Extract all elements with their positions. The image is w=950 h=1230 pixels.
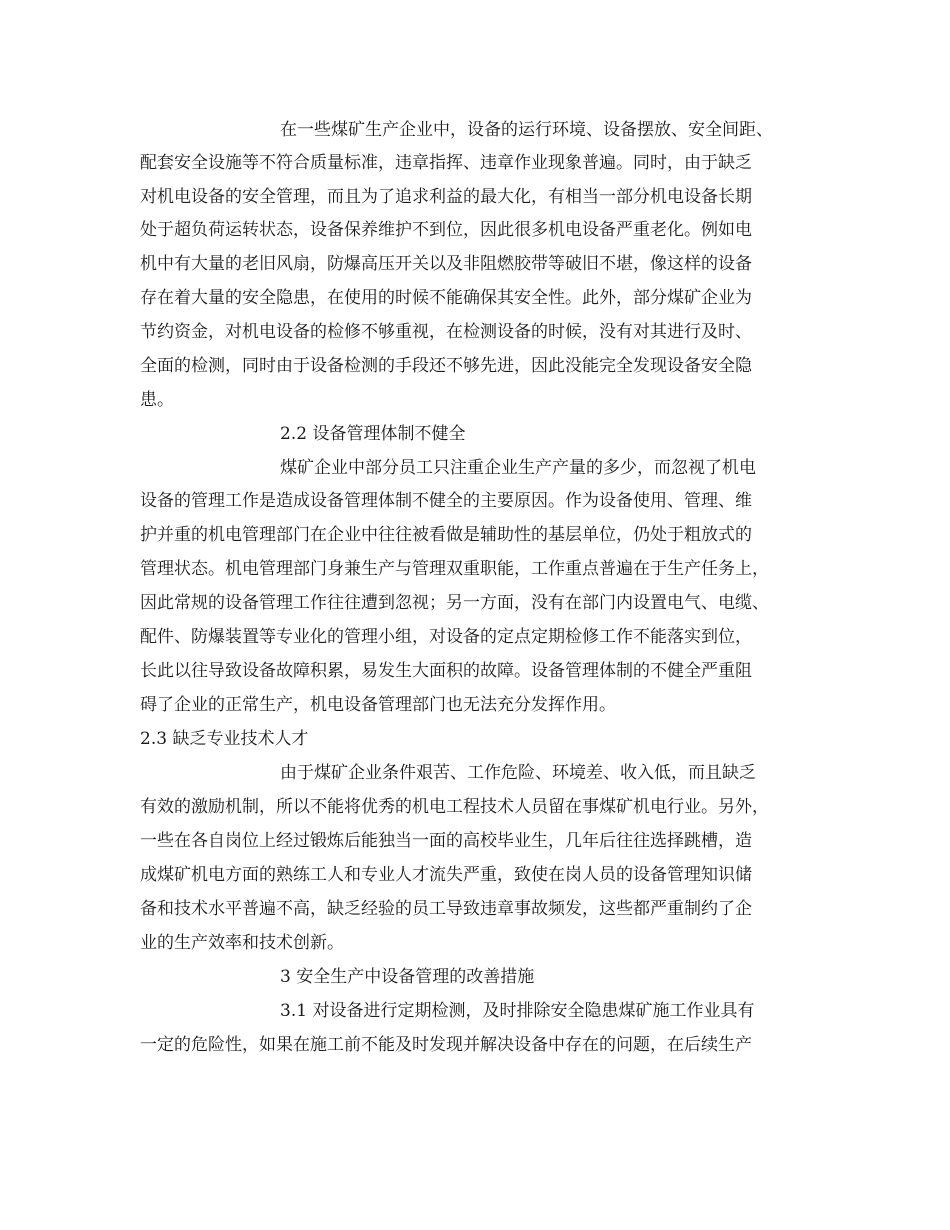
paragraph-line: 节约资金，对机电设备的检修不够重视，在检测设备的时候，没有对其进行及时、 [140, 322, 752, 342]
paragraph-line: 煤矿企业中部分员工只注重企业生产产量的多少，而忽视了机电 [280, 458, 756, 478]
paragraph-line: 一定的危险性，如果在施工前不能及时发现并解决设备中存在的问题，在后续生产 [140, 1035, 752, 1055]
paragraph-line: 因此常规的设备管理工作往往遭到忽视；另一方面，没有在部门内设置电气、电缆、 [140, 593, 769, 613]
paragraph-line: 成煤矿机电方面的熟练工人和专业人才流失严重，致使在岗人员的设备管理知识储 [140, 865, 752, 885]
paragraph-line: 存在着大量的安全隐患，在使用的时候不能确保其安全性。此外，部分煤矿企业为 [140, 288, 752, 308]
section-heading-2-3: 2.3 缺乏专业技术人才 [140, 729, 309, 749]
section-heading-3-1: 3.1 对设备进行定期检测，及时排除安全隐患煤矿施工作业具有 [280, 1001, 755, 1021]
paragraph-line: 备和技术水平普遍不高，缺乏经验的员工导致违章事故频发，这些都严重制约了企 [140, 899, 752, 919]
section-heading-3: 3 安全生产中设备管理的改善措施 [280, 967, 535, 987]
paragraph-line: 全面的检测，同时由于设备检测的手段还不够先进，因此没能完全发现设备安全隐 [140, 356, 752, 376]
paragraph-line: 一些在各自岗位上经过锻炼后能独当一面的高校毕业生，几年后往往选择跳槽，造 [140, 831, 752, 851]
section-heading-2-2: 2.2 设备管理体制不健全 [280, 424, 466, 444]
paragraph-line: 机中有大量的老旧风扇，防爆高压开关以及非阻燃胶带等破旧不堪，像这样的设备 [140, 254, 752, 274]
paragraph-line: 业的生产效率和技术创新。 [140, 933, 344, 953]
paragraph-line: 处于超负荷运转状态，设备保养维护不到位，因此很多机电设备严重老化。例如电 [140, 220, 752, 240]
paragraph-line: 由于煤矿企业条件艰苦、工作危险、环境差、收入低，而且缺乏 [280, 763, 756, 783]
paragraph-line: 对机电设备的安全管理，而且为了追求利益的最大化，有相当一部分机电设备长期 [140, 187, 752, 207]
paragraph-line: 护并重的机电管理部门在企业中往往被看做是辅助性的基层单位，仍处于粗放式的 [140, 525, 752, 545]
paragraph-line: 有效的激励机制，所以不能将优秀的机电工程技术人员留在事煤矿机电行业。另外， [140, 797, 769, 817]
paragraph-line: 碍了企业的正常生产，机电设备管理部门也无法充分发挥作用。 [140, 695, 616, 715]
paragraph-line: 配套安全设施等不符合质量标准，违章指挥、违章作业现象普遍。同时，由于缺乏 [140, 153, 752, 173]
paragraph-line: 长此以往导致设备故障积累，易发生大面积的故障。设备管理体制的不健全严重阻 [140, 661, 752, 681]
paragraph-line: 患。 [140, 390, 174, 410]
paragraph-line: 管理状态。机电管理部门身兼生产与管理双重职能，工作重点普遍在于生产任务上， [140, 559, 769, 579]
paragraph-line: 设备的管理工作是造成设备管理体制不健全的主要原因。作为设备使用、管理、维 [140, 491, 752, 511]
paragraph-line: 在一些煤矿生产企业中，设备的运行环境、设备摆放、安全间距、 [280, 120, 773, 140]
paragraph-line: 配件、防爆装置等专业化的管理小组，对设备的定点定期检修工作不能落实到位， [140, 627, 752, 647]
